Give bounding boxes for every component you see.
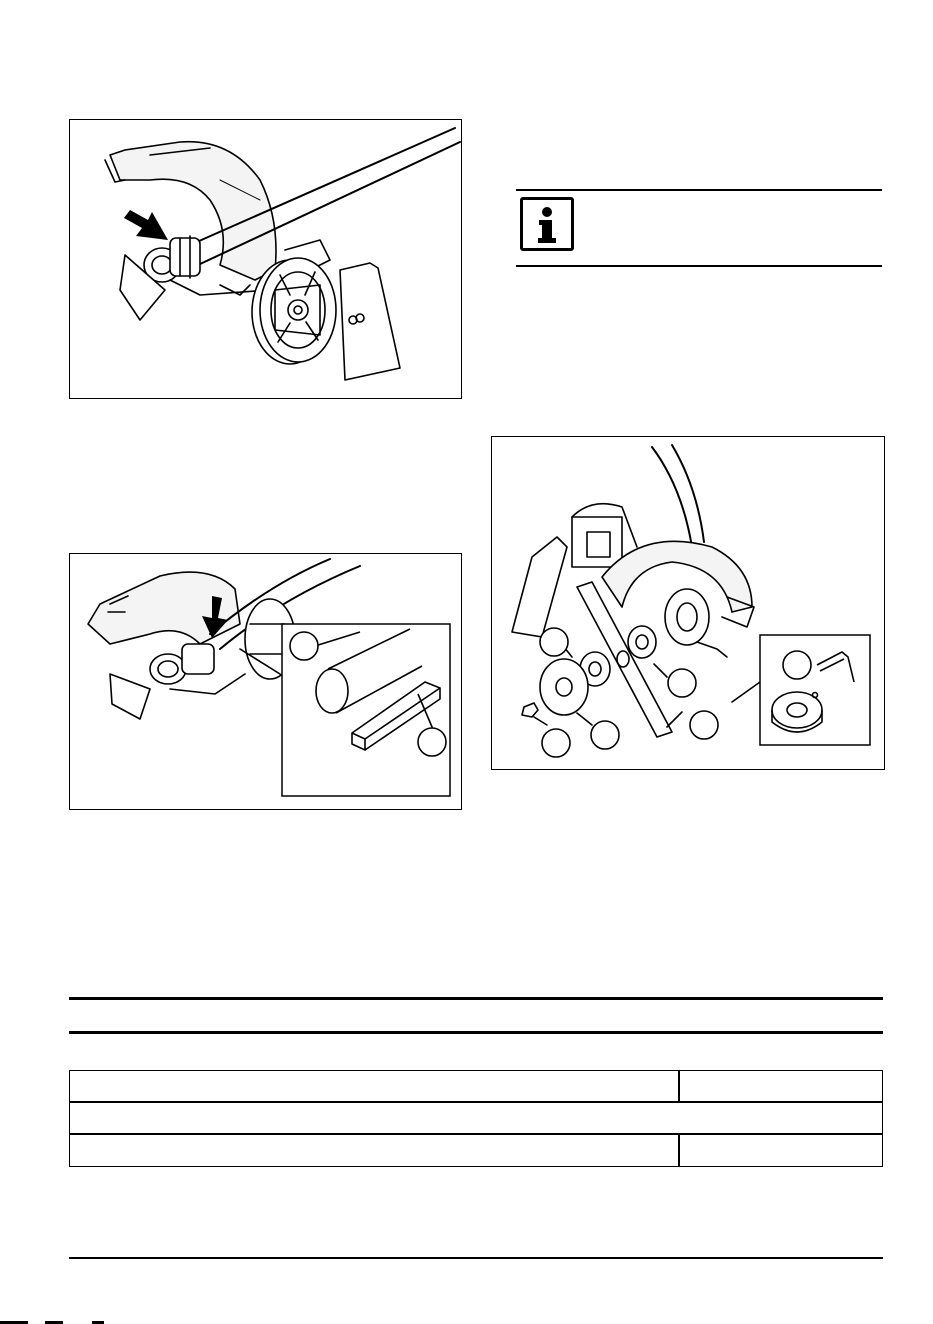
shaft-insert-illustration <box>70 554 463 811</box>
edger-attach-illustration <box>70 120 463 400</box>
figure-blade-exploded <box>491 436 885 770</box>
table-row-1-cell-2 <box>678 1070 883 1103</box>
table-row-1-cell-1 <box>69 1070 680 1103</box>
info-bottom-rule <box>516 265 882 267</box>
callout-marker <box>540 628 568 656</box>
callout-marker <box>690 711 718 739</box>
info-icon <box>520 197 574 251</box>
callout-marker <box>783 651 811 679</box>
section-rule-top <box>69 997 883 1000</box>
info-top-rule <box>516 189 882 191</box>
table-row-3-cell-1 <box>69 1133 680 1167</box>
callout-marker <box>668 669 696 697</box>
figure-shaft-insert <box>69 553 462 810</box>
figure-edger-attach <box>69 119 462 399</box>
table-row-3-cell-2 <box>678 1133 883 1167</box>
callout-marker <box>591 721 619 749</box>
callout-marker <box>418 728 446 756</box>
section-rule-bottom <box>69 1031 883 1034</box>
callout-marker <box>290 632 318 660</box>
blade-exploded-illustration <box>492 437 886 771</box>
footer-rule <box>69 1257 883 1259</box>
pointer-arrow <box>124 210 168 240</box>
callout-marker <box>542 729 570 757</box>
table-row-2-cell-1 <box>69 1101 883 1135</box>
